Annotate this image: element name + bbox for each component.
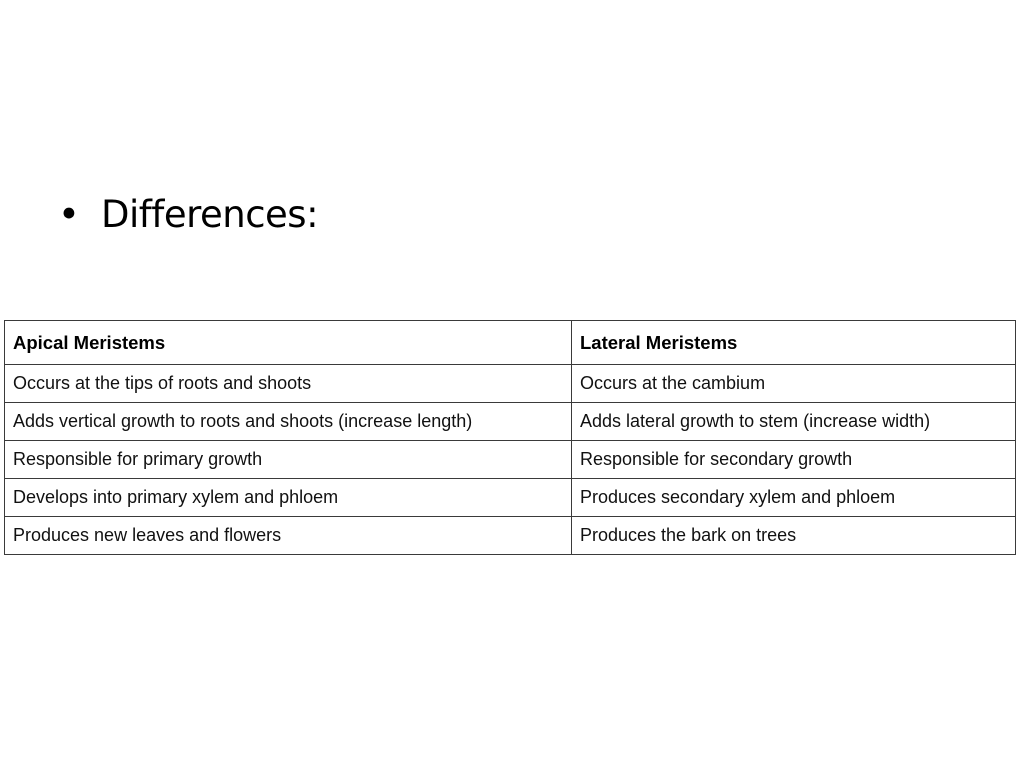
bullet-icon: • bbox=[58, 192, 80, 236]
table-cell-apical: Produces new leaves and flowers bbox=[5, 517, 572, 555]
bullet-item bbox=[58, 186, 318, 242]
differences-table bbox=[4, 320, 1016, 555]
table-cell-apical: Adds vertical growth to roots and shoots (increase length) bbox=[5, 403, 572, 441]
bullet-text: Differences: bbox=[101, 192, 319, 236]
table-cell-lateral: Adds lateral growth to stem (increase width) bbox=[572, 403, 1016, 441]
table-row bbox=[5, 517, 1016, 555]
table-row bbox=[5, 365, 1016, 403]
table-cell-lateral: Produces the bark on trees bbox=[572, 517, 1016, 555]
table-cell-apical: Responsible for primary growth bbox=[5, 441, 572, 479]
table-row bbox=[5, 403, 1016, 441]
table-cell-apical: Develops into primary xylem and phloem bbox=[5, 479, 572, 517]
table-cell-lateral: Responsible for secondary growth bbox=[572, 441, 1016, 479]
table-cell-apical: Occurs at the tips of roots and shoots bbox=[5, 365, 572, 403]
table-cell-lateral: Produces secondary xylem and phloem bbox=[572, 479, 1016, 517]
header-apical-meristems: Apical Meristems bbox=[5, 321, 572, 365]
header-lateral-meristems: Lateral Meristems bbox=[572, 321, 1016, 365]
table-row bbox=[5, 441, 1016, 479]
table-row bbox=[5, 479, 1016, 517]
table-header-row bbox=[5, 321, 1016, 365]
table-cell-lateral: Occurs at the cambium bbox=[572, 365, 1016, 403]
